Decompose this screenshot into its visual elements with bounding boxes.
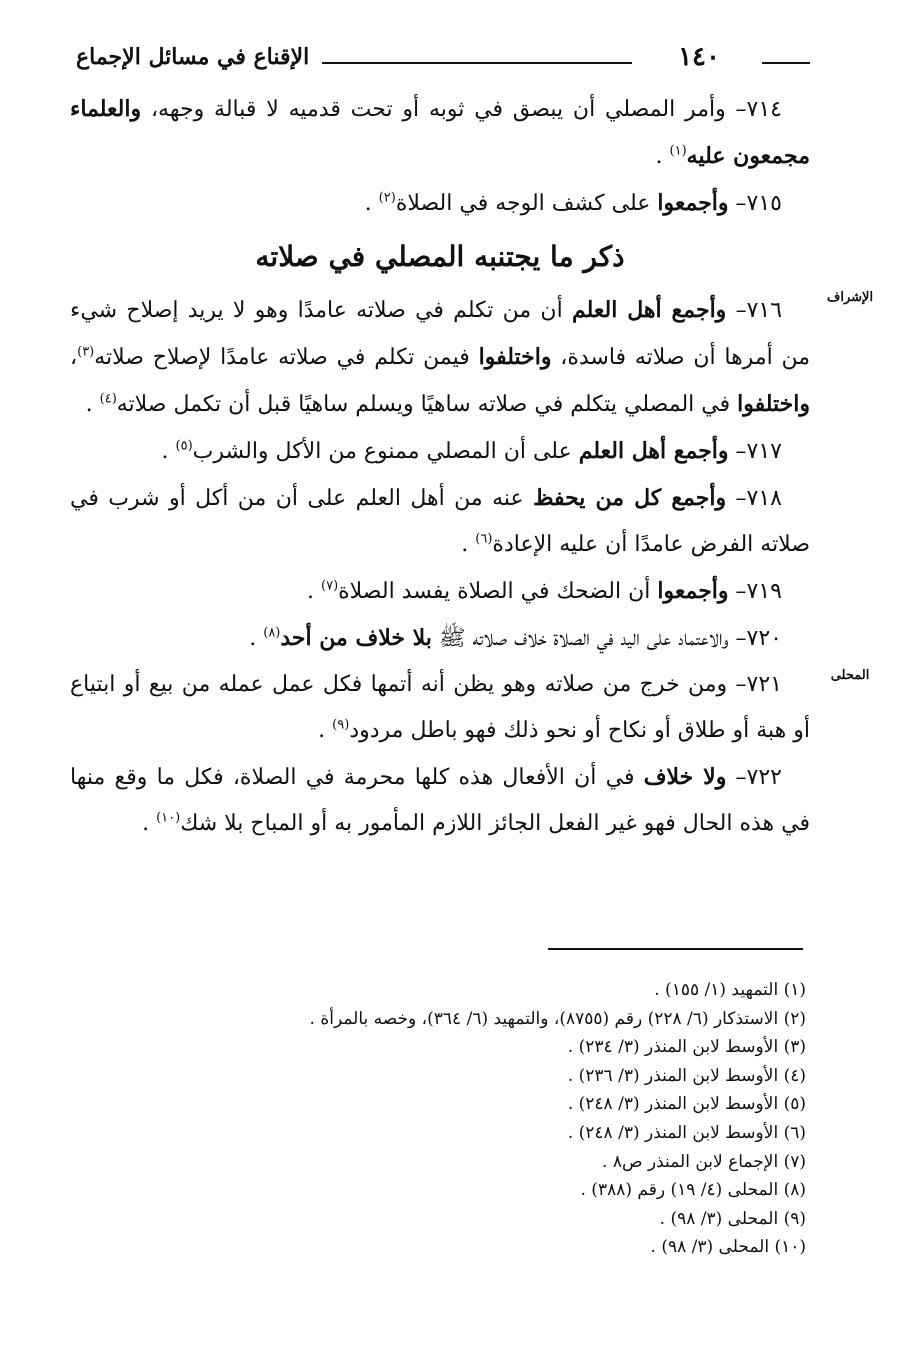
footnote-ref-3[interactable]: (٣) — [77, 344, 95, 360]
footnote-ref-6[interactable]: (٦) — [475, 531, 493, 547]
footnote-3: (٣) الأوسط لابن المنذر (٣/ ٢٣٤) . — [567, 1037, 806, 1058]
para-717-bold: وأجمع أهل العلم — [578, 438, 729, 464]
para-716-bold-1: وأجمع أهل العلم — [571, 297, 727, 323]
para-719-bold: وأجمعوا — [657, 578, 729, 604]
main-text — [70, 86, 810, 847]
footnote-9: (٩) المحلى (٣/ ٩٨) . — [659, 1208, 806, 1229]
header-rule-right — [762, 62, 810, 64]
paragraph-717 — [70, 428, 810, 475]
header-rule-middle — [322, 62, 632, 64]
paragraph-718 — [70, 475, 810, 568]
para-714-end: . — [655, 144, 663, 169]
footnote-separator — [548, 948, 803, 950]
footnote-8: (٨) المحلى (٤/ ١٩) رقم (٣٨٨) . — [580, 1180, 806, 1201]
footnote-6: (٦) الأوسط لابن المنذر (٣/ ٢٤٨) . — [567, 1122, 806, 1143]
para-716-text-2: فيمن تكلم في صلاته عامدًا لإصلاح صلاته — [94, 345, 470, 370]
footnote-5: (٥) الأوسط لابن المنذر (٣/ ٢٤٨) . — [567, 1094, 806, 1115]
footnote-4: (٤) الأوسط لابن المنذر (٣/ ٢٣٦) . — [567, 1065, 806, 1086]
para-716-comma: ، — [70, 345, 78, 370]
footnote-ref-8[interactable]: (٨) — [263, 625, 281, 641]
para-716-text-1: أن من تكلم في صلاته عامدًا وهو لا يريد إصلاح شيء من أمرها أن صلاته فاسدة، — [70, 298, 811, 370]
para-722-number: ٧٢٢– — [735, 765, 782, 790]
para-718-number: ٧١٨– — [735, 486, 782, 511]
para-719-end: . — [307, 579, 314, 604]
para-719-text: أن الضحك في الصلاة يفسد الصلاة — [338, 579, 651, 604]
footnote-ref-9[interactable]: (٩) — [332, 717, 350, 733]
para-722-bold: ولا خلاف — [643, 764, 727, 790]
paragraph-714 — [70, 86, 810, 180]
para-720-text: ٧٢٠– والاعتماد على اليد في الصلاة خلاف صلاته ﷺ — [438, 626, 782, 651]
para-717-number: ٧١٧– — [735, 439, 782, 464]
footnote-2: (٢) الاستذكار (٦/ ٢٢٨) رقم (٨٧٥٥)، والتمهيد (٦/ ٣٦٤)، وخصه بالمرأة . — [309, 1008, 806, 1029]
paragraph-719 — [70, 568, 810, 615]
margin-note-muhalla: المحلى — [830, 668, 870, 683]
footnotes — [70, 976, 806, 1262]
footnote-ref-10[interactable]: (١٠) — [156, 810, 181, 826]
footnote-ref-4[interactable]: (٤) — [99, 391, 117, 407]
para-717-text: على أن المصلي ممنوع من الأكل والشرب — [192, 439, 572, 464]
para-718-text: عنه من أهل العلم على أن من أكل أو شرب في صلاته الفرض عامدًا أن عليه الإعادة — [70, 486, 810, 557]
paragraph-716 — [70, 287, 810, 428]
para-715-number: ٧١٥– — [735, 191, 782, 216]
para-716-end: . — [85, 392, 93, 417]
page-number: ١٤٠ — [678, 42, 720, 72]
para-718-bold: وأجمع كل من يحفظ — [533, 485, 727, 511]
para-720-end: . — [249, 626, 257, 651]
footnote-ref-7[interactable]: (٧) — [321, 578, 339, 594]
footnote-10: (١٠) المحلى (٣/ ٩٨) . — [650, 1237, 806, 1258]
para-721-end: . — [318, 718, 326, 743]
para-717-end: . — [161, 439, 169, 464]
footnote-1: (١) التمهيد (١/ ١٥٥) . — [654, 980, 806, 1000]
para-721-text: ٧٢١– ومن خرج من صلاته وهو يظن أنه أتمها فكل عمل عمله من بيع أو ابتياع أو هبة أو طلاق أو نكاح أو نحو ذلك فهو باطل مردود — [70, 672, 810, 743]
margin-note-ishraf: الإشراف — [826, 290, 874, 305]
footnote-7: (٧) الإجماع لابن المنذر ص٨ . — [602, 1151, 806, 1172]
para-716-bold-3: واختلفوا — [737, 391, 810, 417]
page-header — [70, 38, 810, 82]
para-715-bold: وأجمعوا — [657, 190, 729, 216]
para-716-number: ٧١٦– — [735, 298, 783, 323]
footnote-ref-5[interactable]: (٥) — [175, 438, 193, 454]
para-715-end: . — [364, 191, 372, 216]
para-714-bold: والعلماء مجمعون عليه — [70, 96, 810, 169]
section-heading: ذكر ما يجتنبه المصلي في صلاته — [255, 240, 625, 273]
paragraph-721 — [70, 662, 810, 754]
footnote-ref-2[interactable]: (٢) — [378, 190, 396, 206]
para-722-end: . — [142, 811, 150, 836]
paragraph-720 — [70, 615, 810, 662]
para-722-text: في أن الأفعال هذه كلها محرمة في الصلاة، فكل ما وقع منها في هذه الحال فهو غير الفعل الجائز اللازم المأمور به أو المباح بلا شك — [70, 765, 810, 836]
footnote-ref-1[interactable]: (١) — [669, 143, 687, 159]
para-718-end: . — [461, 532, 469, 557]
para-716-text-3: في المصلي يتكلم في صلاته ساهيًا ويسلم ساهيًا قبل أن تكمل صلاته — [116, 392, 731, 417]
paragraph-722 — [70, 754, 810, 847]
para-720-bold: بلا خلاف من أحد — [280, 625, 432, 651]
para-715-text: على كشف الوجه في الصلاة — [395, 191, 651, 216]
book-title: الإقناع في مسائل الإجماع — [76, 44, 310, 70]
para-719-number: ٧١٩– — [735, 579, 782, 604]
para-716-bold-2: واختلفوا — [478, 344, 552, 370]
para-714-text: ٧١٤– وأمر المصلي أن يبصق في ثوبه أو تحت قدميه لا قبالة وجهه، — [150, 97, 782, 122]
paragraph-715 — [70, 180, 810, 227]
